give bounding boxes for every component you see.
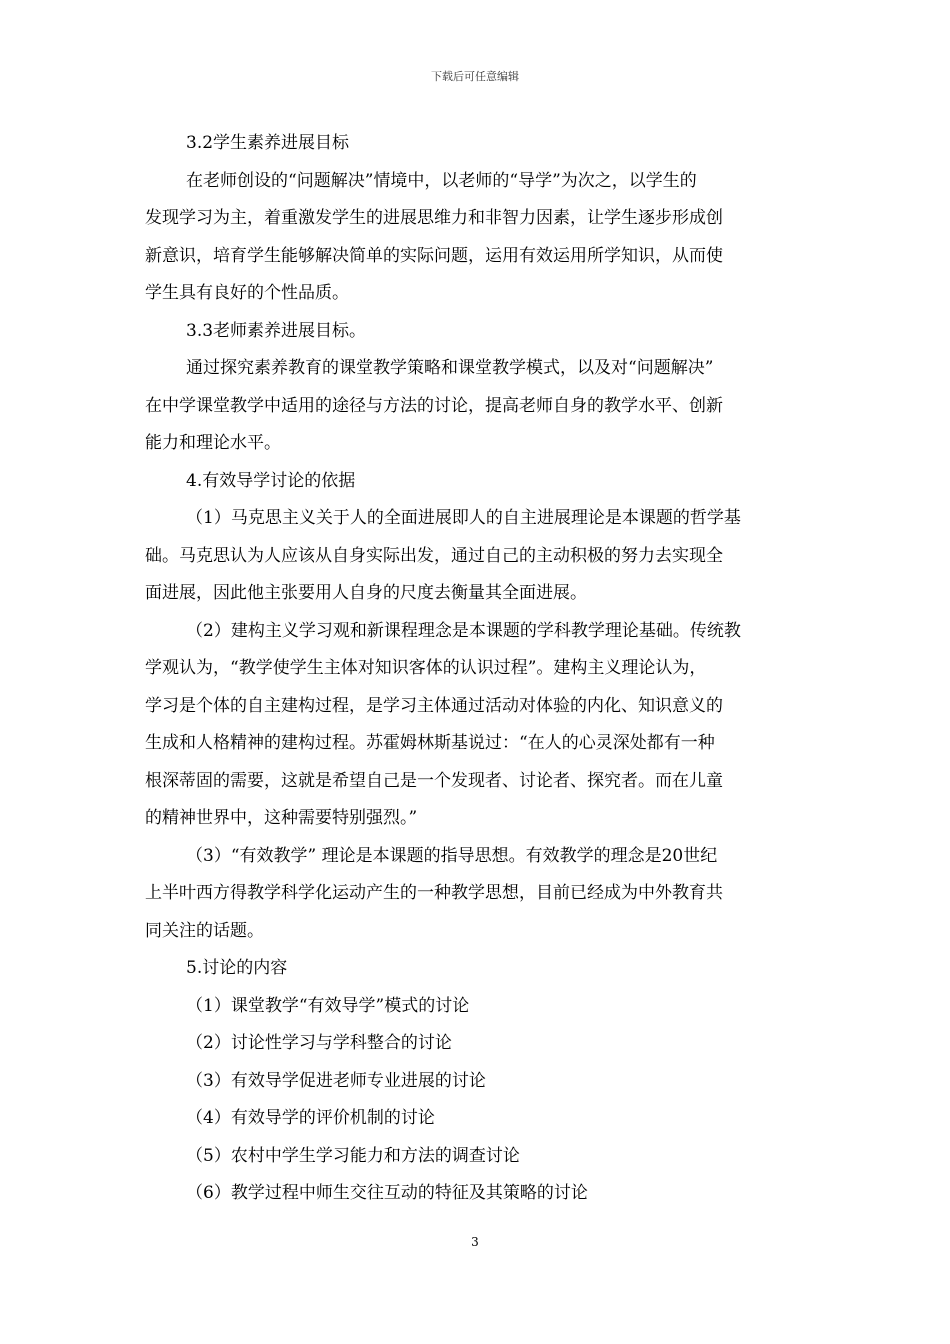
list-item: （2）讨论性学习与学科整合的讨论 [186, 1033, 452, 1053]
text-line: 在老师创设的“问题解决”情境中，以老师的“导学”为次之，以学生的 [186, 170, 697, 191]
page-header: 下载后可任意编辑 [431, 70, 519, 83]
text-line: 发现学习为主，着重激发学生的进展思维力和非智力因素，让学生逐步形成创 [145, 208, 723, 228]
list-item: （5）农村中学生学习能力和方法的调查讨论 [186, 1145, 520, 1166]
paragraph [145, 838, 807, 951]
text-line: 能力和理论水平。 [145, 433, 281, 453]
text-line: 学习是个体的自主建构过程，是学习主体通过活动对体验的内化、知识意义的 [145, 695, 723, 716]
text-line: 通过探究素养教育的课堂教学策略和课堂教学模式，以及对“问题解决” [186, 358, 714, 378]
paragraph [145, 500, 807, 613]
text-line: 的精神世界中，这种需要特别强烈。” [145, 808, 418, 828]
section-heading [145, 125, 807, 163]
section-heading [145, 950, 807, 988]
document-body [145, 125, 807, 1213]
text-line: 面进展，因此他主张要用人自身的尺度去衡量其全面进展。 [145, 583, 587, 603]
text-line: 同关注的话题。 [145, 920, 264, 941]
paragraph [145, 350, 807, 463]
list-item: （3）有效导学促进老师专业进展的讨论 [186, 1070, 486, 1091]
text-line: 础。马克思认为人应该从自身实际出发，通过自己的主动积极的努力去实现全 [145, 545, 723, 566]
text-line: 3.3老师素养进展目标。 [186, 320, 367, 341]
text-line: 新意识，培育学生能够解决简单的实际问题，运用有效运用所学知识，从而使 [145, 245, 723, 266]
text-line: 4.有效导学讨论的依据 [186, 470, 356, 491]
text-line: 在中学课堂教学中适用的途径与方法的讨论，提高老师自身的教学水平、创新 [145, 395, 723, 416]
text-line: （2）建构主义学习观和新课程理念是本课题的学科教学理论基础。传统教 [186, 620, 741, 641]
paragraph [145, 163, 807, 313]
text-line: 学观认为，“教学使学生主体对知识客体的认识过程”。建构主义理论认为， [145, 658, 707, 678]
section-heading [145, 463, 807, 501]
text-line: 学生具有良好的个性品质。 [145, 283, 349, 303]
text-line: （1）马克思主义关于人的全面进展即人的自主进展理论是本课题的哲学基 [186, 508, 741, 528]
text-line: （3）“有效教学” 理论是本课题的指导思想。有效教学的理念是20世纪 [186, 845, 718, 866]
text-line: 上半叶西方得教学科学化运动产生的一种教学思想，目前已经成为中外教育共 [145, 883, 723, 903]
text-line: 5.讨论的内容 [186, 958, 288, 978]
list-item: （6）教学过程中师生交往互动的特征及其策略的讨论 [186, 1183, 588, 1203]
list-item: （4）有效导学的评价机制的讨论 [186, 1108, 435, 1128]
text-line: 生成和人格精神的建构过程。苏霍姆林斯基说过：“在人的心灵深处都有一种 [145, 733, 715, 753]
text-line: 3.2学生素养进展目标 [186, 133, 350, 153]
page-number: 3 [471, 1235, 479, 1249]
text-line: 根深蒂固的需要，这就是希望自己是一个发现者、讨论者、探究者。而在儿童 [145, 770, 723, 791]
content-list [145, 988, 807, 1213]
list-item: （1）课堂教学“有效导学”模式的讨论 [186, 995, 470, 1016]
paragraph [145, 613, 807, 838]
section-heading [145, 313, 807, 351]
